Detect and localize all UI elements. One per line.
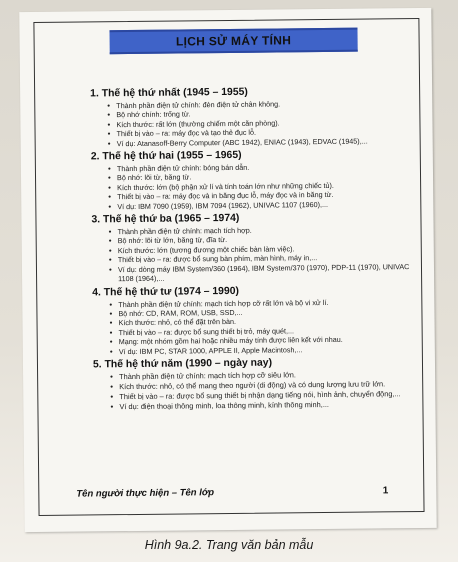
list-item: • Thiết bị vào – ra: được bổ sung thiết bị trỏ, máy quét,... — [119, 325, 413, 337]
section-title: 1. Thế hệ thứ nhất (1945 – 1955) — [90, 86, 248, 100]
list-item: • Thành phần điện tử chính: đèn điện tử chân không. — [116, 98, 410, 110]
list-item: • Kích thước: lớn (bộ phận xử lí và tính toán lớn như những chiếc tủ). — [117, 180, 411, 192]
section-title: 3. Thế hệ thứ ba (1965 – 1974) — [91, 212, 240, 226]
bullet-list — [93, 369, 413, 412]
list-item: • Kích thước: rất lớn (thường chiếm một căn phòng). — [116, 117, 410, 129]
section-3 — [91, 211, 412, 284]
list-item: • Thiết bị vào – ra: máy đọc và tạo thẻ đục lỗ. — [117, 126, 411, 138]
list-item: • Bộ nhớ: lõi từ lớn, băng từ, đĩa từ. — [118, 234, 412, 246]
list-item: • Ví dụ: IBM PC, STAR 1000, APPLE II, Apple Macintosh,... — [119, 344, 413, 356]
content-body — [90, 82, 413, 412]
bullet-list — [92, 224, 413, 284]
section-title: 4. Thế hệ thứ tư (1974 – 1990) — [92, 285, 239, 298]
page-title-banner: LỊCH SỬ MÁY TÍNH — [109, 28, 357, 55]
section-title: 2. Thế hệ thứ hai (1955 – 1965) — [90, 149, 242, 163]
list-item: • Thành phần điện tử chính: mạch tích hợp. — [118, 224, 412, 236]
list-item: • Thiết bị vào – ra: được bổ sung thiết bị nhận dạng tiếng nói, hình ảnh, chuyển động,... — [119, 389, 413, 402]
list-item: • Thành phần điện tử chính: mạch tích hợp cỡ siêu lớn. — [119, 369, 413, 382]
list-item: • Kích thước: nhỏ, có thể mang theo người (di động) và có dung lượng lưu trữ lớn. — [119, 379, 413, 392]
list-item: • Bộ nhớ chính: trống từ. — [116, 107, 410, 119]
figure-caption: Hình 9a.2. Trang văn bản mẫu — [144, 538, 314, 552]
list-item: • Bộ nhớ: CD, RAM, ROM, USB, SSD,... — [118, 306, 412, 318]
list-item: • Mạng: một nhóm gồm hai hoặc nhiều máy tính được liên kết với nhau. — [119, 334, 413, 346]
section-2 — [91, 148, 412, 211]
list-item: • Ví dụ: Atanasoff-Berry Computer (ABC 1942), ENIAC (1943), EDVAC (1945),... — [117, 136, 411, 148]
section-5 — [93, 356, 414, 412]
list-item: • Thiết bị vào – ra: máy đọc và in băng đục lỗ, máy đọc và in băng từ. — [117, 189, 411, 201]
list-item: • Ví dụ: dòng máy IBM System/360 (1964), IBM System/370 (1970), PDP-11 (1970), UNIVAC 1108 (1964),... — [118, 262, 412, 284]
list-item: • Bộ nhớ: lõi từ, băng từ. — [117, 171, 411, 183]
list-item: • Kích thước: nhỏ, có thể đặt trên bàn. — [119, 315, 413, 327]
section-title: 5. Thế hệ thứ năm (1990 – ngày nay) — [92, 357, 273, 371]
section-1 — [90, 85, 411, 148]
bullet-list — [90, 98, 410, 148]
list-item: • Thành phần điện tử chính: bóng bán dẫn. — [117, 161, 411, 173]
bullet-list — [92, 297, 413, 357]
bullet-list — [91, 161, 411, 211]
list-item: • Kích thước: lớn (tương đương một chiếc bàn làm việc). — [118, 243, 412, 255]
list-item: • Ví dụ: điện thoại thông minh, loa thông minh, kính thông minh,... — [119, 399, 413, 412]
page-number: 1 — [382, 485, 389, 497]
list-item: • Thiết bị vào – ra: được bổ sung bàn phím, màn hình, máy in,... — [118, 252, 412, 264]
list-item: • Ví dụ: IBM 7090 (1959), IBM 7094 (1962), UNIVAC 1107 (1960),... — [117, 199, 411, 211]
page-footer-author: Tên người thực hiện – Tên lớp — [76, 487, 215, 500]
list-item: • Thành phần điện tử chính: mạch tích hợp cỡ rất lớn và bộ vi xử lí. — [118, 297, 412, 309]
document-page — [19, 8, 436, 532]
section-4 — [92, 284, 413, 357]
